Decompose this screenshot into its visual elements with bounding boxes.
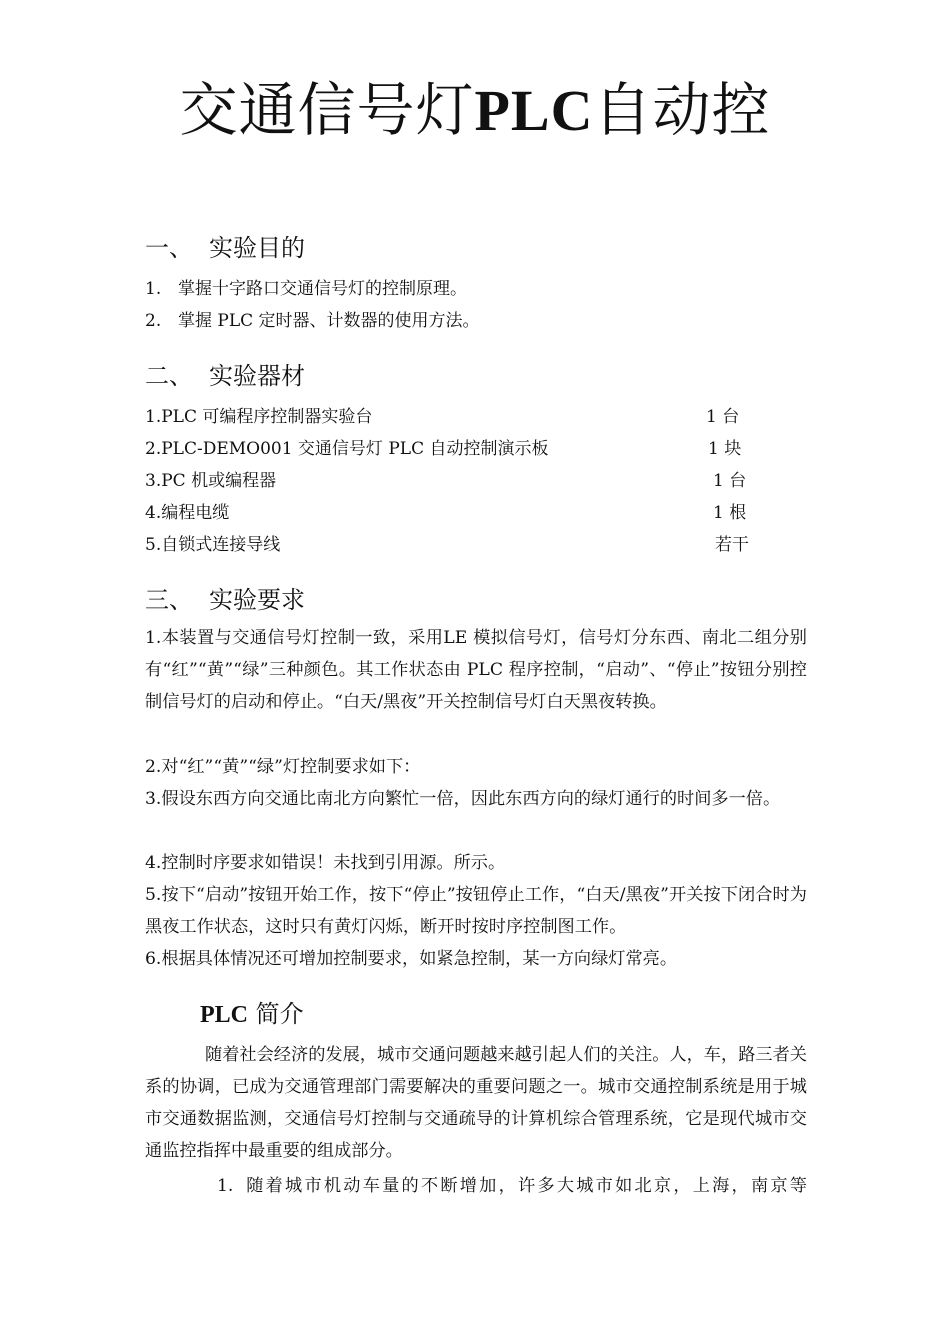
requirement-paragraph: 2.对“红”“黄”“绿”灯控制要求如下： bbox=[145, 757, 421, 777]
equipment-qty: 1 台 bbox=[706, 407, 740, 427]
equipment-row bbox=[145, 438, 785, 460]
list-text: 随着城市机动车量的不断增加，许多大城市如北京，上海，南京等 bbox=[244, 1176, 807, 1196]
equipment-name: 5.自锁式连接导线 bbox=[145, 535, 281, 555]
equipment-row bbox=[145, 406, 785, 428]
intro-list-item bbox=[217, 1170, 807, 1202]
equipment-name: 2.PLC-DEMO001 交通信号灯 PLC 自动控制演示板 bbox=[145, 439, 549, 459]
title-post: 自动控 bbox=[593, 76, 771, 144]
list-text: 掌握 PLC 定时器、计数器的使用方法。 bbox=[178, 311, 480, 331]
subsection-heading-plc-intro bbox=[200, 998, 304, 1031]
requirement-paragraph: 1.本装置与交通信号灯控制一致，采用LE 模拟信号灯，信号灯分东西、南北二组分别有“红”“黄”“绿”三种颜色。其工作状态由 PLC 程序控制，“启动”、“停止”按钮分别控制信号灯的启动和停止。“白天/黑夜”开关控制信号灯白天黑夜转换。 bbox=[145, 628, 807, 712]
equipment-name: 4.编程电缆 bbox=[145, 503, 230, 523]
title-pre: 交通信号灯 bbox=[179, 76, 475, 144]
title-bold: PLC bbox=[474, 78, 594, 143]
intro-paragraph: 随着社会经济的发展，城市交通问题越来越引起人们的关注。人，车，路三者关系的协调，已成为交通管理部门需要解决的重要问题之一。城市交通控制系统是用于城市交通数据监测，交通信号灯控制与交通疏导的计算机综合管理系统，它是现代城市交通监控指挥中最重要的组成部分。 bbox=[145, 1045, 807, 1161]
section-title: 实验目的 bbox=[209, 234, 305, 262]
requirement-paragraph: 3.假设东西方向交通比南北方向繁忙一倍，因此东西方向的绿灯通行的时间多一倍。 bbox=[145, 789, 781, 809]
equipment-row bbox=[145, 534, 785, 556]
section-heading-requirements bbox=[145, 585, 305, 615]
list-text: 掌握十字路口交通信号灯的控制原理。 bbox=[178, 279, 467, 299]
list-item bbox=[145, 310, 480, 332]
section-heading-equipment bbox=[145, 361, 305, 391]
list-index: 1. bbox=[217, 1176, 234, 1196]
equipment-qty: 1 根 bbox=[713, 503, 747, 523]
section-title: 实验要求 bbox=[209, 586, 305, 614]
section-heading-objectives bbox=[145, 233, 305, 263]
list-index: 2. bbox=[145, 311, 162, 331]
equipment-row bbox=[145, 470, 785, 492]
subsection-heading-text: 简介 bbox=[248, 1000, 304, 1028]
equipment-qty: 1 台 bbox=[713, 471, 747, 491]
section-title: 实验器材 bbox=[209, 362, 305, 390]
equipment-name: 3.PC 机或编程器 bbox=[145, 471, 277, 491]
section-number: 二、 bbox=[145, 362, 193, 390]
equipment-row bbox=[145, 502, 785, 524]
list-item bbox=[145, 278, 467, 300]
requirement-paragraph: 5.按下“启动”按钮开始工作，按下“停止”按钮停止工作，“白天/黑夜”开关按下闭合时为黑夜工作状态，这时只有黄灯闪烁，断开时按时序控制图工作。 bbox=[145, 885, 807, 937]
equipment-name: 1.PLC 可编程序控制器实验台 bbox=[145, 407, 373, 427]
list-index: 1. bbox=[145, 279, 162, 299]
requirement-paragraph: 4.控制时序要求如错误！未找到引用源。所示。 bbox=[145, 853, 506, 873]
equipment-qty: 1 块 bbox=[708, 439, 742, 459]
subsection-heading-bold: PLC bbox=[200, 1002, 248, 1028]
section-number: 一、 bbox=[145, 234, 193, 262]
section-number: 三、 bbox=[145, 586, 193, 614]
requirement-paragraph: 6.根据具体情况还可增加控制要求，如紧急控制，某一方向绿灯常亮。 bbox=[145, 949, 678, 969]
page-title bbox=[0, 72, 950, 149]
equipment-qty: 若干 bbox=[715, 535, 749, 555]
